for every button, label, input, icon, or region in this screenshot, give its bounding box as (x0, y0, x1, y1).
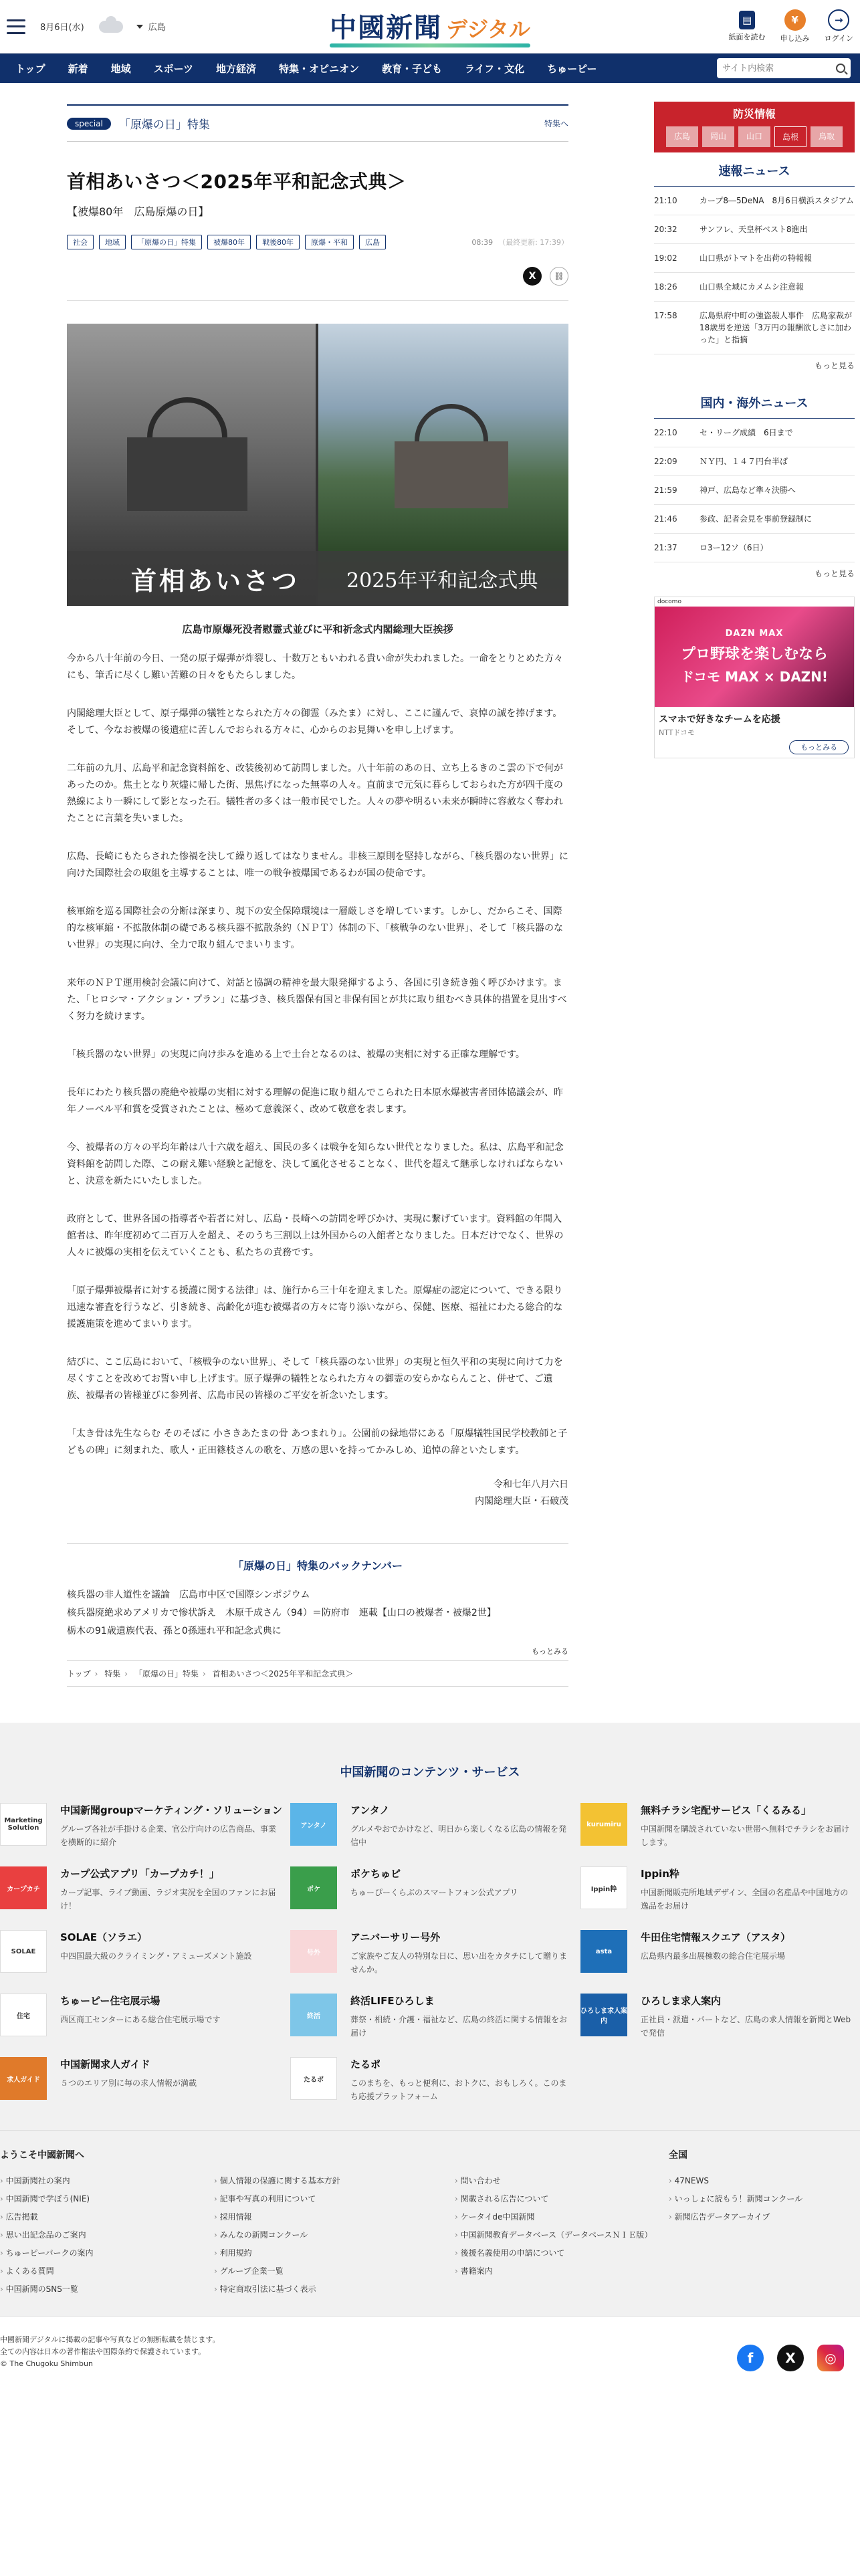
news-time: 22:10 (654, 428, 677, 437)
service-item[interactable] (290, 1866, 580, 1913)
search-icon[interactable] (836, 64, 845, 73)
ad-line1: DAZN MAX (725, 628, 784, 639)
article-paragraph: 「原子爆弾被爆者に対する援護に関する法律」は、施行から三十年を迎えました。原爆症の認定について、できる限り迅速な審査を行うなど、引き続き、高齢化が進む被爆者の方々に寄り添いながら、保健、医療、福祉にわたる総合的な援護施策を進めてまいります。 (67, 1285, 563, 1329)
footer-link[interactable]: › 利用規約 (214, 2244, 455, 2262)
nav-item-feature[interactable]: 特集・オピニオン (279, 62, 360, 75)
nav-item-life[interactable]: ライフ・文化 (465, 62, 525, 75)
publish-time (471, 237, 568, 247)
ad-text: スマホで好きなチームを応援 (659, 714, 780, 725)
logo-main: 中國新聞 (329, 12, 442, 43)
news-headline[interactable]: サンフレ、天皇杯ベスト8進出 (700, 225, 808, 234)
weather-widget[interactable] (99, 20, 166, 33)
ad-brand: docomo (657, 599, 681, 605)
nav-item-new[interactable]: 新着 (68, 62, 88, 75)
service-logo: 号外 (290, 1930, 337, 1973)
service-item[interactable] (0, 2057, 290, 2103)
login-icon: → (828, 9, 849, 31)
tag-item[interactable]: 「原爆の日」特集 (131, 235, 202, 249)
prefecture-tab[interactable]: 広島 (666, 126, 698, 147)
article-column (67, 83, 568, 1687)
nav-item-economy[interactable]: 地方経済 (216, 62, 257, 75)
ad-sub: NTTドコモ (659, 728, 695, 737)
ad-line3: ドコモ MAX × DAZN! (680, 668, 829, 685)
apply-icon: ¥ (784, 9, 806, 31)
building-ruin-past (127, 437, 247, 511)
service-description: 中四国最大級のクライミング・アミューズメント施設 (60, 1951, 252, 1961)
article-hero-image (67, 324, 568, 606)
service-description: ちゅーぴーくらぶのスマートフォン公式アプリ (350, 1888, 518, 1897)
read-paper-label: 紙面を読む (728, 33, 766, 41)
news-row[interactable] (654, 302, 855, 354)
article-meta (67, 235, 568, 249)
footer-link[interactable]: › 書籍案内 (455, 2262, 669, 2280)
building-present (395, 441, 508, 508)
prefecture-tab[interactable]: 島根 (774, 126, 807, 147)
breaking-news-list (654, 187, 855, 354)
footer-link[interactable]: › 中国新聞のSNS一覧 (0, 2280, 214, 2298)
world-more[interactable]: もっと見る (814, 569, 855, 578)
news-time: 19:02 (654, 253, 677, 263)
footer-link[interactable]: › 中国新聞社の案内 (0, 2172, 214, 2190)
news-time: 18:26 (654, 282, 677, 292)
special-link[interactable]: 特集へ (544, 119, 568, 128)
footer-link[interactable]: › 新聞広告データアーカイブ (669, 2208, 849, 2226)
service-item[interactable] (580, 1866, 860, 1913)
special-band (67, 104, 568, 142)
figure-caption: 広島市原爆死没者慰霊式並びに平和祈念式内閣総理大臣挨拶 (182, 623, 453, 635)
back-numbers (67, 1543, 568, 1656)
service-logo: 終活 (290, 1994, 337, 2036)
footer-link[interactable]: › 問い合わせ (455, 2172, 669, 2190)
menu-icon[interactable] (7, 19, 25, 34)
service-logo: ひろしま求人案内 (580, 1994, 627, 2036)
newspaper-icon: ▤ (739, 11, 755, 29)
tag-item[interactable]: 原爆・平和 (305, 235, 354, 249)
article-paragraph: 結びに、ここ広島において、「核戦争のない世界」、そして「核兵器のない世界」の実現と恒久平和の実現に向けて力を尽くすことを改めてお誓い申し上げます。原子爆弾の犠牲となられた方々の御霊の安らかならんこと、併せて、ご遺族、被爆者の皆様並びに参列者、広島市民の皆様のご平安を祈念いたします。 (67, 1357, 563, 1401)
footer-link[interactable]: › 中国新聞教育データベース（データベースＮＩＥ版） (455, 2226, 669, 2244)
news-time: 22:09 (654, 457, 677, 466)
service-logo: 求人ガイド (0, 2057, 47, 2100)
links-col-1 (0, 2172, 214, 2298)
service-name[interactable]: ちゅーピー住宅展示場 (60, 1995, 160, 2007)
service-logo: アンタノ (290, 1803, 337, 1846)
news-headline[interactable]: ロ3ー12ソ（6日） (700, 543, 768, 552)
service-item[interactable] (0, 1866, 290, 1913)
news-headline[interactable]: セ・リーグ成績 6日まで (700, 428, 793, 437)
service-name[interactable]: 中国新聞groupマーケティング・ソリューション (60, 1804, 283, 1816)
news-headline[interactable]: ＮＹ円、１４７円台半ば (700, 457, 788, 466)
services-section (0, 1723, 860, 2130)
service-name[interactable]: ポケちゅピ (350, 1868, 401, 1880)
service-name[interactable]: SOLAE（ソラエ） (60, 1931, 147, 1943)
footer-link[interactable]: › 中国新聞で学ぼう(NIE) (0, 2190, 214, 2208)
prefecture-tab[interactable]: 鳥取 (811, 126, 843, 147)
news-row[interactable] (654, 505, 855, 534)
sidebar (654, 83, 855, 1687)
apply-label: 申し込み (780, 34, 810, 43)
welcome-title: ようこそ中國新聞へ (0, 2150, 84, 2161)
news-row[interactable] (654, 273, 855, 302)
service-logo: たるポ (290, 2057, 337, 2100)
x-icon[interactable]: X (777, 2345, 804, 2371)
signature (67, 1477, 568, 1510)
news-headline[interactable]: 広島県府中町の強盗殺人事件 広島家裁が18歳男を逆送「3万円の報酬欲しさに加わった」と指摘 (700, 311, 853, 344)
news-headline[interactable]: 山口県全域にカメムシ注意報 (700, 282, 804, 292)
service-description: このまちを、もっと便利に、おトクに、おもしろく。このまち応援プラットフォーム (350, 2078, 567, 2101)
article-paragraph: 政府として、世界各国の指導者や若者に対し、広島・長崎への訪問を呼びかけ、実現に繋げています。資料館の年間入館者は、昨年度初めて二百万人を超え、そのうち三割以上は外国からの入館者となりました。日本だけでなく、世界の人々に被爆の実相を伝えていくことも、私たちの責務です。 (67, 1214, 564, 1258)
tag-item[interactable]: 被爆80年 (207, 235, 251, 249)
list-item[interactable]: 核兵器の非人道性を議論 広島市中区で国際シンポジウム (67, 1590, 310, 1600)
article-title: 首相あいさつ＜2025年平和記念式典＞ (67, 171, 407, 193)
service-description: 葬祭・相続・介護・福祉など、広島の終活に関する情報をお届け (350, 2015, 568, 2038)
nav-item-top[interactable]: トップ (15, 62, 45, 75)
service-description: ５つのエリア別に毎の求人情報が満載 (60, 2078, 197, 2088)
hero-caption-sub: 2025年平和記念式典 (346, 569, 538, 593)
ad-more-button[interactable]: もっとみる (789, 740, 849, 754)
nav-item-education[interactable]: 教育・子ども (382, 62, 443, 75)
service-name[interactable]: Ippin粋 (641, 1868, 679, 1880)
service-item[interactable] (290, 2057, 580, 2103)
ad-line2: プロ野球を楽しむなら (680, 645, 828, 663)
news-time: 17:58 (654, 311, 677, 320)
service-name[interactable]: アニバーサリー号外 (350, 1931, 441, 1943)
service-item[interactable] (0, 1994, 290, 2040)
footer-notice-2: 全ての内容は日本の著作権法や国際条約で保護されています。 (0, 2347, 206, 2356)
special-title[interactable]: 「原爆の日」特集 (118, 118, 210, 132)
nav-item-chupy[interactable]: ちゅーピー (547, 62, 597, 75)
service-description: 中国新聞を購読されていない世帯へ無料でチラシをお届けします。 (641, 1824, 850, 1847)
footer-link[interactable]: › 47NEWS (669, 2172, 849, 2190)
service-logo: ポケ (290, 1866, 337, 1909)
service-name[interactable]: 終活LIFEひろしま (350, 1995, 435, 2007)
logo-wave (330, 43, 530, 47)
breadcrumb-item[interactable]: 特集 (104, 1669, 121, 1679)
login-button[interactable] (825, 9, 853, 43)
service-item[interactable] (290, 1803, 580, 1849)
news-time: 21:10 (654, 196, 677, 205)
site-header (0, 0, 860, 53)
links-col-4 (669, 2172, 849, 2226)
link-copy-icon[interactable]: ⛓ (550, 267, 568, 286)
sign-date: 令和七年八月六日 (494, 1479, 568, 1490)
footer-link[interactable]: › よくある質問 (0, 2262, 214, 2280)
article-paragraph: 内閣総理大臣として、原子爆弾の犠牲となられた方々の御霊（みたま）に対し、ここに謹んで、哀悼の誠を捧げます。そして、今なお被爆の後遺症に苦しんでおられる方々に、心からのお見舞いを申し上げます。 (67, 708, 562, 736)
news-row[interactable] (654, 215, 855, 244)
footer-link[interactable]: › 個人情報の保護に関する基本方針 (214, 2172, 455, 2190)
service-name[interactable]: アンタノ (350, 1804, 390, 1816)
global-nav (0, 53, 860, 83)
article-paragraph: 今、被爆者の方々の平均年齢は八十六歳を超え、国民の多くは戦争を知らない世代となりました。私は、広島平和記念資料館を訪問した際、この耐え難い経験と記憶を、決して風化させることなく、世代を超えて継承しなければならないと、決意を新たにいたしました。 (67, 1142, 564, 1186)
footer-link[interactable]: › グループ企業一覧 (214, 2262, 455, 2280)
service-name[interactable]: 無料チラシ宅配サービス「くるみる」 (641, 1804, 812, 1816)
news-row[interactable] (654, 476, 855, 505)
list-item[interactable]: 核兵器廃絶求めアメリカで惨状訴え 木原千成さん（94）＝防府市 連載【山口の被爆者・被爆2世】 (67, 1608, 496, 1618)
service-logo: kurumiru (580, 1803, 627, 1846)
hero-caption-bar (67, 551, 568, 606)
cloud-icon (99, 21, 123, 33)
news-time: 20:32 (654, 225, 677, 234)
breadcrumb-item[interactable]: トップ (67, 1669, 91, 1679)
service-description: カープ記事、ライブ動画、ラジオ実況を全国のファンにお届け！ (60, 1888, 276, 1911)
service-item[interactable] (580, 1803, 860, 1849)
service-logo: 住宅 (0, 1994, 47, 2036)
links-col-3 (455, 2172, 669, 2280)
breadcrumb-separator: › (94, 1669, 98, 1679)
updated-label: （最終更新: 17:39） (498, 238, 568, 247)
footer-link[interactable]: › ケータイde中国新聞 (455, 2208, 669, 2226)
site-logo[interactable] (330, 7, 530, 47)
service-logo: Ippin粋 (580, 1866, 627, 1909)
article-paragraph: 今から八十年前の今日、一発の原子爆弾が炸裂し、十数万ともいわれる貴い命が失われました。一命をとりとめた方々にも、筆舌に尽くし難い苦難の日々をもたらしました。 (67, 653, 563, 681)
news-row[interactable] (654, 534, 855, 562)
tag-item[interactable]: 広島 (359, 235, 386, 249)
breadcrumb-current: 首相あいさつ＜2025年平和記念式典＞ (212, 1669, 354, 1679)
prefecture-tab[interactable]: 山口 (738, 126, 770, 147)
site-search[interactable] (717, 58, 851, 78)
nav-item-region[interactable]: 地域 (110, 62, 131, 75)
read-paper-button[interactable] (729, 11, 766, 42)
service-name[interactable]: カープ公式アプリ「カープカチ！」 (60, 1868, 219, 1880)
service-name[interactable]: たるポ (350, 2058, 381, 2070)
services-title: 中国新聞のコンテンツ・サービス (340, 1765, 520, 1780)
region-label: 広島 (148, 23, 166, 33)
prefecture-tab[interactable]: 岡山 (702, 126, 734, 147)
tag-item[interactable]: 社会 (67, 235, 94, 249)
world-news-list (654, 419, 855, 562)
article-paragraph: 二年前の九月、広島平和記念資料館を、改装後初めて訪問しました。八十年前のあの日、立ち上るきのこ雲の下で何があったのか。焦土となり灰燼に帰した街、黒焦げになった無辜の人々。直前まで元気に暮らしておられた方が四千度の熱線により一瞬にして影となった石。犠牲者の多くは一般市民でした。人々の夢や明るい未来が瞬時に容赦なく奪われたことに言葉を失いました。 (67, 763, 563, 824)
news-headline[interactable]: 参政、記者会見を事前登録制に (700, 514, 813, 524)
footer-link[interactable]: › ちゅーピーパークの案内 (0, 2244, 214, 2262)
news-time: 21:46 (654, 514, 677, 524)
footer-links (0, 2130, 860, 2316)
service-name[interactable]: 牛田住宅情報スクエア（アスタ） (641, 1931, 791, 1943)
hero-caption-main: 首相あいさつ (131, 565, 300, 596)
national-title: 全国 (669, 2150, 687, 2161)
prefecture-tabs (659, 126, 849, 147)
footer-link[interactable]: › 後援名義使用の申請について (455, 2244, 669, 2262)
service-logo: asta (580, 1930, 627, 1973)
news-row[interactable] (654, 244, 855, 273)
service-description: 中国新聞販売所地域デザイン、全国の名産品や中国地方の逸品をお届け (641, 1888, 849, 1911)
disaster-info (654, 102, 855, 152)
apply-button[interactable] (780, 9, 810, 43)
breaking-news-title: 速報ニュース (654, 158, 855, 187)
news-time: 21:37 (654, 543, 677, 552)
footer-notice-1: 中國新聞デジタルに掲載の記事や写真などの無断転載を禁じます。 (0, 2335, 220, 2344)
footer-link[interactable]: › 採用情報 (214, 2208, 455, 2226)
breadcrumb (67, 1660, 568, 1687)
special-tag: special (67, 118, 111, 130)
site-footer (0, 2316, 860, 2387)
article-paragraph: 来年のＮＰＴ運用検討会議に向けて、対話と協調の精神を最大限発揮するよう、各国に引き続き強く呼びかけます。また、「ヒロシマ・アクション・プラン」に基づき、核兵器保有国と非保有国とが共に取り組むべき具体的措置を見出すべく努力を続けます。 (67, 978, 567, 1022)
article-paragraph: 広島、長崎にもたらされた惨禍を決して繰り返してはなりません。非核三原則を堅持しながら、「核兵器のない世界」に向けた国際社会の取組を主導することは、唯一の戦争被爆国であるわが国の使命です。 (67, 851, 568, 879)
article-subtitle: 【被爆80年 広島原爆の日】 (67, 205, 209, 218)
service-item[interactable] (290, 1994, 580, 2040)
service-description: ご家族やご友人の特別な日に、思い出をカタチにして贈りませんか。 (350, 1951, 568, 1974)
ad-banner[interactable] (654, 597, 855, 758)
ad-image (655, 607, 854, 707)
article-paragraph: 「核兵器のない世界」の実現に向け歩みを進める上で土台となるのは、被爆の実相に対する正確な理解です。 (67, 1049, 525, 1060)
service-name[interactable]: 中国新聞求人ガイド (60, 2058, 150, 2070)
news-row[interactable] (654, 447, 855, 476)
service-description: 正社員・派遣・パートなど、広島の求人情報を新聞とWebで発信 (641, 2015, 851, 2038)
copyright: © The Chugoku Shimbun (0, 2359, 93, 2368)
footer-link[interactable]: › 関載される広告について (455, 2190, 669, 2208)
services-grid (0, 1803, 860, 2103)
service-description: グループ各社が手掛ける企業、官公庁向けの広告商品、事業を横断的に紹介 (60, 1824, 277, 1847)
chevron-down-icon (136, 25, 143, 29)
service-item[interactable] (580, 1930, 860, 1976)
service-description: 西区商工センターにある総合住宅展示場です (60, 2015, 221, 2024)
service-description: グルメやおでかけなど、明日から楽しくなる広島の情報を発信中 (350, 1824, 567, 1847)
nav-item-sports[interactable]: スポーツ (153, 62, 193, 75)
service-logo: Marketing Solution (0, 1803, 47, 1846)
facebook-icon[interactable]: f (737, 2345, 764, 2371)
disaster-title: 防災情報 (732, 108, 776, 120)
service-item[interactable] (580, 1994, 860, 2040)
news-headline[interactable]: 山口県がトマトを出荷の特報報 (700, 253, 813, 263)
login-label: ログイン (824, 34, 853, 43)
article-paragraph: 長年にわたり核兵器の廃絶や被爆の実相に対する理解の促進に取り組んでこられた日本原水爆被害者団体協議会が、昨年ノーベル平和賞を受賞されたことは、極めて意義深く、改めて敬意を表します。 (67, 1087, 563, 1115)
search-input[interactable] (722, 64, 836, 74)
service-item[interactable] (0, 1803, 290, 1849)
news-row[interactable] (654, 419, 855, 447)
back-numbers-more[interactable]: もっとみる (532, 1647, 568, 1656)
breaking-more[interactable]: もっと見る (814, 361, 855, 370)
service-name[interactable]: ひろしま求人案内 (641, 1995, 722, 2007)
service-item[interactable] (0, 1930, 290, 1976)
sign-name: 内閣総理大臣・石破茂 (475, 1496, 568, 1507)
breadcrumb-separator: › (124, 1669, 128, 1679)
footer-link[interactable]: › 記事や写真の利用について (214, 2190, 455, 2208)
footer-link[interactable]: › 広告掲載 (0, 2208, 214, 2226)
instagram-icon[interactable]: ◎ (817, 2345, 844, 2371)
tag-list (67, 235, 386, 249)
news-headline[interactable]: カープ8―5DeNA 8月6日横浜スタジアム (700, 196, 854, 205)
tag-item[interactable]: 地域 (99, 235, 126, 249)
time-label: 08:39 (471, 238, 494, 247)
tag-item[interactable]: 戦後80年 (256, 235, 300, 249)
footer-link[interactable]: › 特定商取引法に基づく表示 (214, 2280, 455, 2298)
logo-digital: デジタル (445, 17, 531, 42)
links-col-2 (214, 2172, 455, 2298)
article-paragraph: 「太き骨は先生ならむ そのそばに 小さきあたまの骨 あつまれり」。公園前の緑地帯にある「原爆犠牲国民学校教師と子どもの碑」に刻まれた、歌人・正田篠枝さんの歌を、万感の思いを持ってかみしめ、追悼の辞といたします。 (67, 1428, 568, 1456)
footer-link[interactable]: › 思い出記念品のご案内 (0, 2226, 214, 2244)
article-paragraph: 核軍縮を巡る国際社会の分断は深まり、現下の安全保障環境は一層厳しさを増しています。しかし、だからこそ、国際的な核軍縮・不拡散体制の礎である核兵器不拡散条約（ＮＰＴ）体制の下、「核戦争のない世界」、そして「核兵器のない世界」の実現に向け、全力で取り組んでまいります。 (67, 906, 563, 950)
service-logo: SOLAE (0, 1930, 47, 1973)
list-item[interactable]: 栃木の91歳遺族代表、孫と0孫連れ平和記念式典に (67, 1626, 282, 1636)
breadcrumb-separator: › (202, 1669, 206, 1679)
breadcrumb-item[interactable]: 「原爆の日」特集 (134, 1669, 199, 1679)
footer-link[interactable]: › みんなの新聞コンクール (214, 2226, 455, 2244)
service-logo: カープカチ (0, 1866, 47, 1909)
service-item[interactable] (290, 1930, 580, 1976)
share-bar (67, 267, 568, 301)
service-description: 広島県内最多出展棟数の総合住宅展示場 (641, 1951, 786, 1961)
news-time: 21:59 (654, 486, 677, 495)
date-label: 8月6日(水) (40, 23, 84, 33)
back-numbers-title: 「原爆の日」特集のバックナンバー (232, 1560, 403, 1572)
footer-link[interactable]: › いっしょに読もう！新聞コンクール (669, 2190, 849, 2208)
world-news-title: 国内・海外ニュース (654, 390, 855, 419)
article-body (67, 651, 568, 1459)
news-row[interactable] (654, 187, 855, 215)
x-share-icon[interactable]: X (523, 267, 542, 286)
news-headline[interactable]: 神戸、広島など準々決勝へ (700, 486, 796, 495)
